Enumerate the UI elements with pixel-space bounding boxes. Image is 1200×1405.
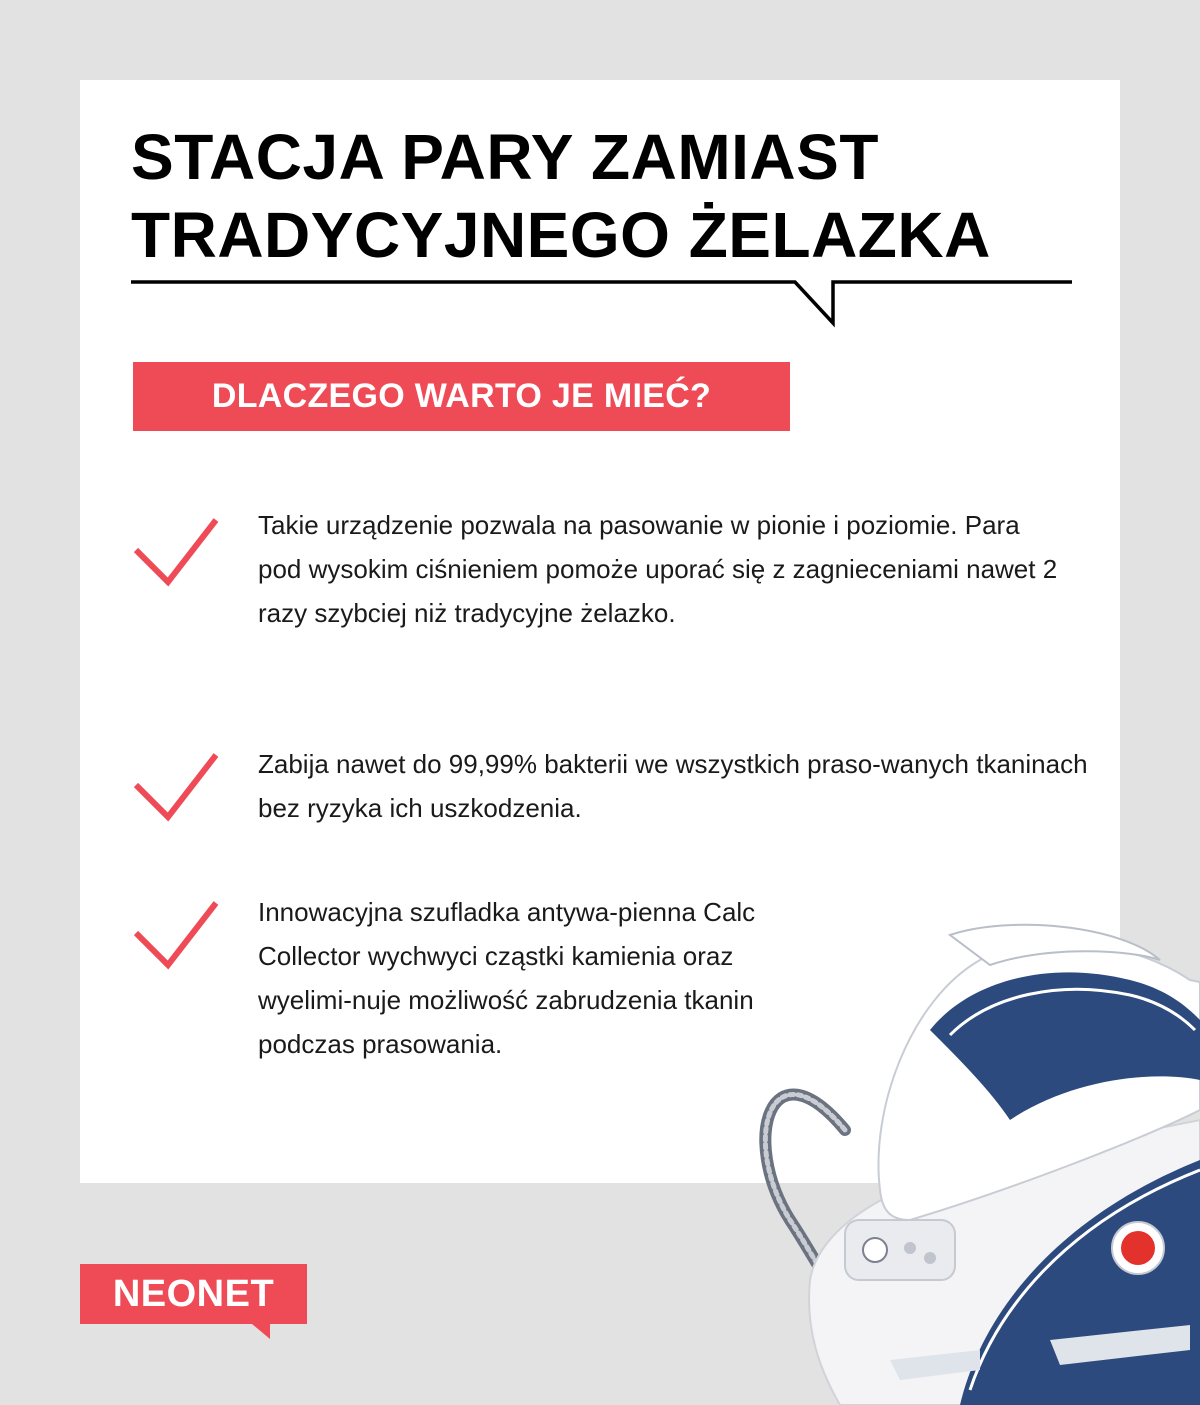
check-icon	[130, 510, 222, 590]
feature-text-3: Innowacyjna szufladka antywa-pienna Calc Collector wychwyci cząstki kamienia oraz wyelimi-nuje możliwość zabrudzenia tkanin podczas prasowania.	[258, 897, 756, 1059]
check-icon	[130, 745, 222, 825]
feature-text-1: Takie urządzenie pozwala na pasowanie w pionie i poziomie. Para pod wysokim ciśnieniem pomoże uporać się z zagnieceniami nawet 2 razy szybciej niż tradycyjne żelazko.	[258, 510, 1058, 628]
title-line-2: TRADYCYJNEGO ŻELAZKA	[131, 199, 991, 271]
steam-station-image	[750, 920, 1200, 1405]
logo-text: NEONET	[112, 1273, 275, 1315]
feature-text-2: Zabija nawet do 99,99% bakterii we wszystkich praso-wanych tkaninach bez ryzyka ich uszkodzenia.	[258, 749, 1088, 823]
title-line-1: STACJA PARY ZAMIAST	[131, 121, 879, 193]
check-icon	[130, 893, 222, 973]
section-tag: DLACZEGO WARTO JE MIEĆ?	[133, 362, 790, 431]
speech-bubble-underline	[0, 0, 1200, 340]
